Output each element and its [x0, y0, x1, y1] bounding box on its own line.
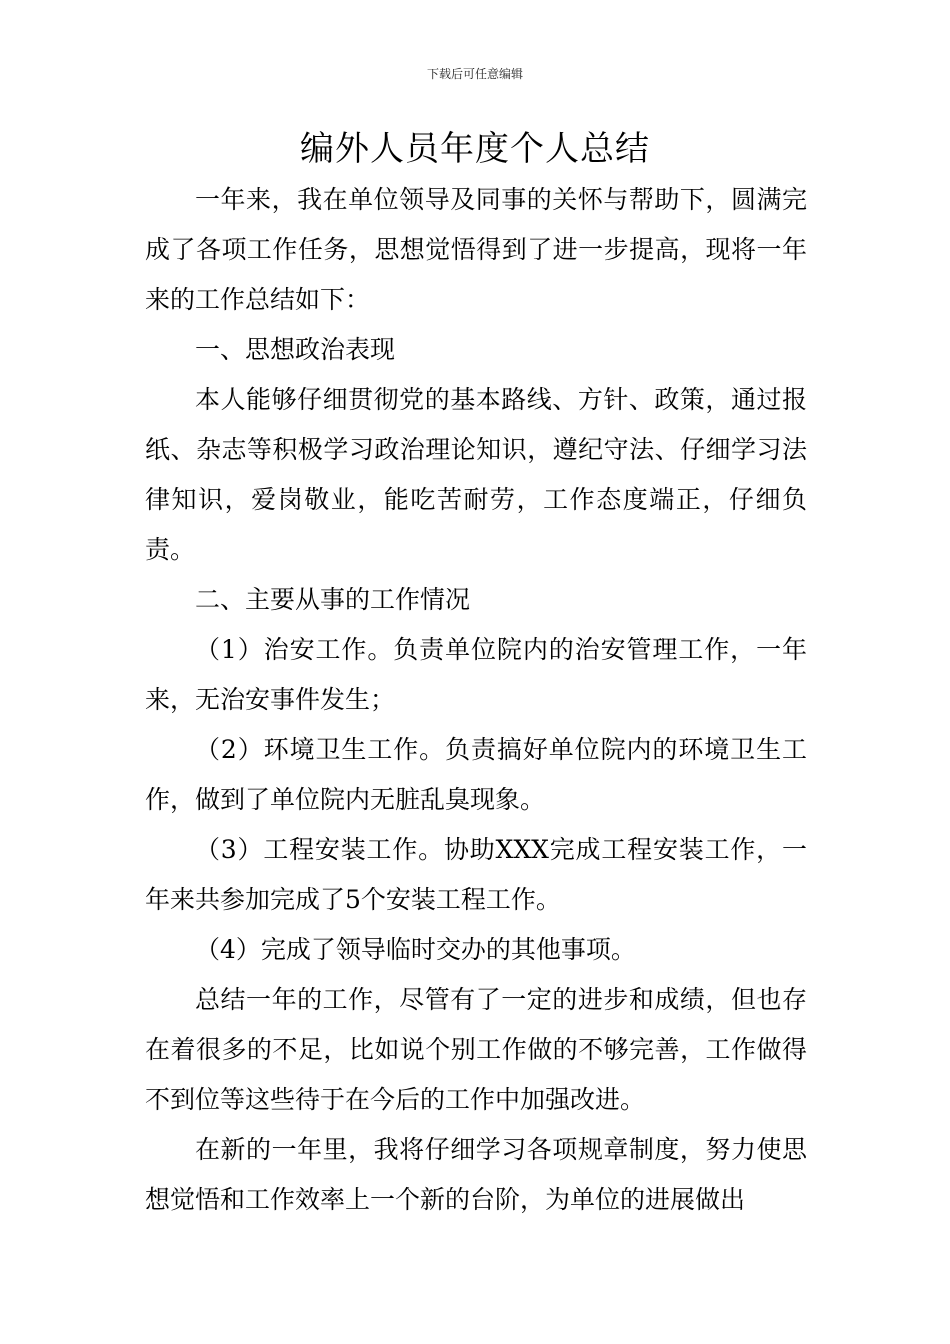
paragraph-work-item-1: （1）治安工作。负责单位院内的治安管理工作，一年来，无治安事件发生；: [145, 635, 807, 714]
document-title: 编外人员年度个人总结: [300, 129, 650, 169]
paragraph-summary: 总结一年的工作，尽管有了一定的进步和成绩，但也存在着很多的不足，比如说个别工作做的不够完善，工作做得不到位等这些待于在今后的工作中加强改进。: [145, 985, 807, 1114]
page-header-note: 下载后可任意编辑: [426, 67, 523, 81]
paragraph-intro: 一年来，我在单位领导及同事的关怀与帮助下，圆满完成了各项工作任务，思想觉悟得到了进一步提高，现将一年来的工作总结如下：: [145, 185, 807, 314]
paragraph-work-item-3: （3）工程安装工作。协助XXX完成工程安装工作，一年来共参加完成了5个安装工程工作。: [145, 835, 807, 914]
section-heading-political: 一、思想政治表现: [195, 335, 396, 364]
document-body: [145, 175, 807, 1225]
paragraph-work-item-2: （2）环境卫生工作。负责搞好单位院内的环境卫生工作，做到了单位院内无脏乱臭现象。: [145, 735, 807, 814]
section-heading-work: 二、主要从事的工作情况: [195, 585, 471, 614]
paragraph-work-item-4: （4）完成了领导临时交办的其他事项。: [195, 935, 636, 964]
paragraph-political: 本人能够仔细贯彻党的基本路线、方针、政策，通过报纸、杂志等积极学习政治理论知识，遵纪守法、仔细学习法律知识，爱岗敬业，能吃苦耐劳，工作态度端正，仔细负责。: [145, 385, 807, 564]
paragraph-outlook: 在新的一年里，我将仔细学习各项规章制度，努力使思想觉悟和工作效率上一个新的台阶，为单位的进展做出: [145, 1135, 807, 1214]
